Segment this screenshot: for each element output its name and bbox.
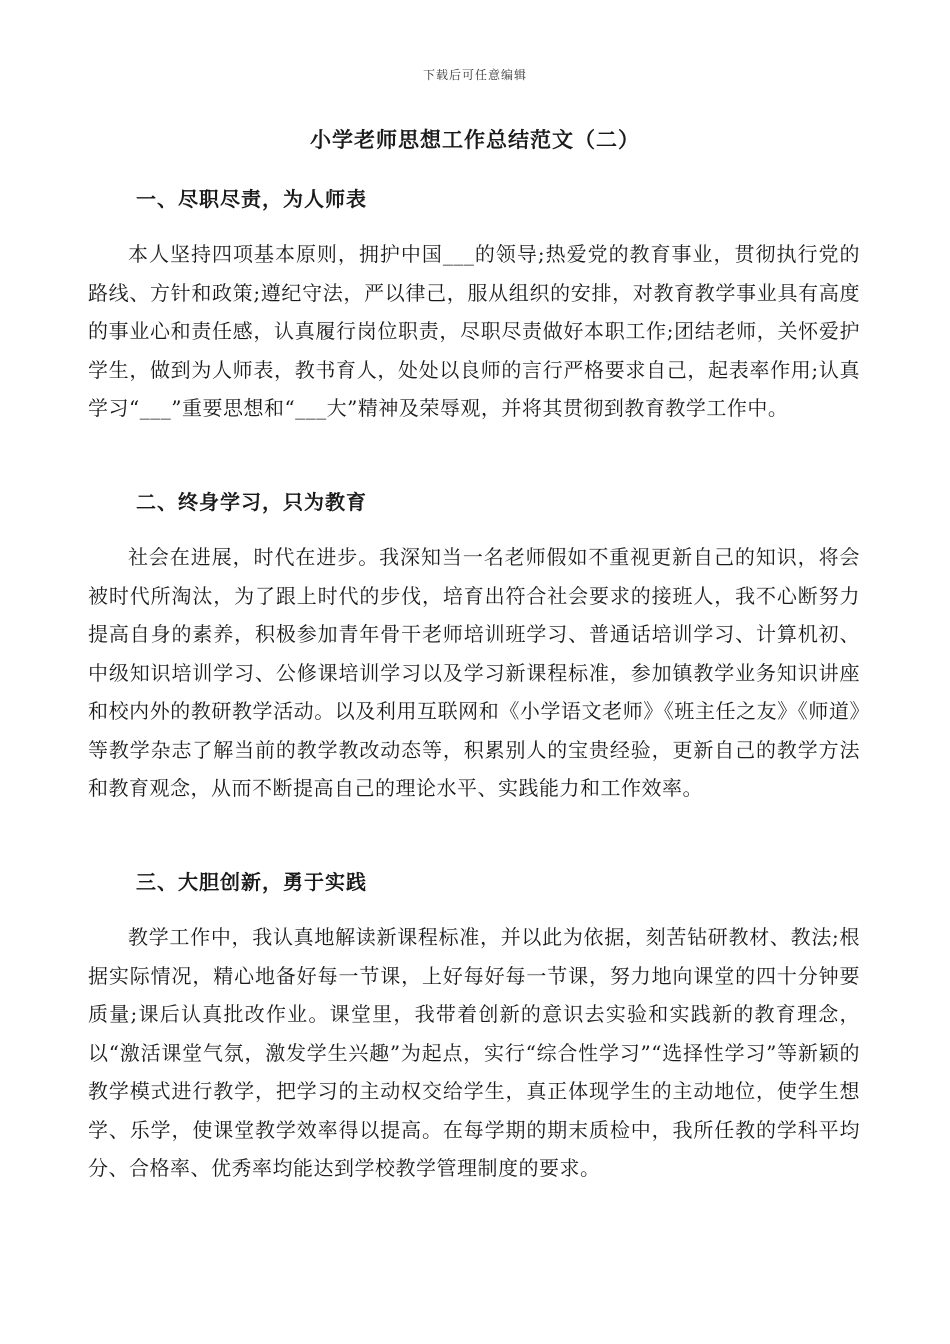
document-title: 小学老师思想工作总结范文（二）: [310, 127, 640, 152]
section-paragraph-2: 社会在进展，时代在进步。我深知当一名老师假如不重视更新自己的知识，将会被时代所淘汰，为了跟上时代的步伐，培育出符合社会要求的接班人，我不心断努力提高自身的素养，积极参加青年骨干老师培训班学习、普通话培训学习、计算机初、中级知识培训学习、公修课培训学习以及学习新课程标准，参加镇教学业务知识讲座和校内外的教研教学活动。以及利用互联网和《小学语文老师》《班主任之友》《师道》等教学杂志了解当前的教学教改动态等，积累别人的宝贵经验，更新自己的教学方法和教育观念，从而不断提高自己的理论水平、实践能力和工作效率。: [88, 545, 860, 800]
section-heading-1: 一、尽职尽责，为人师表: [136, 187, 367, 211]
section-heading-2: 二、终身学习，只为教育: [136, 490, 367, 514]
section-paragraph-1: 本人坚持四项基本原则，拥护中国___的领导;热爱党的教育事业，贯彻执行党的路线、方针和政策;遵纪守法，严以律己，服从组织的安排，对教育教学事业具有高度的事业心和责任感，认真履行岗位职责，尽职尽责做好本职工作;团结老师，关怀爱护学生，做到为人师表，教书育人，处处以良师的言行严格要求自己，起表率作用;认真学习“___”重要思想和“___大”精神及荣辱观，并将其贯彻到教育教学工作中。: [88, 242, 860, 420]
section-heading-3: 三、大胆创新，勇于实践: [136, 870, 367, 894]
header-note: 下载后可任意编辑: [422, 68, 527, 82]
section-paragraph-3: 教学工作中，我认真地解读新课程标准，并以此为依据，刻苦钻研教材、教法;根据实际情况，精心地备好每一节课，上好每好每一节课，努力地向课堂的四十分钟要质量;课后认真批改作业。课堂里，我带着创新的意识去实验和实践新的教育理念，以“激活课堂气氛，激发学生兴趣”为起点，实行“综合性学习”“选择性学习”等新颖的教学模式进行教学，把学习的主动权交给学生，真正体现学生的主动地位，使学生想学、乐学，使课堂教学效率得以提高。在每学期的期末质检中，我所任教的学科平均分、合格率、优秀率均能达到学校教学管理制度的要求。: [88, 925, 860, 1180]
